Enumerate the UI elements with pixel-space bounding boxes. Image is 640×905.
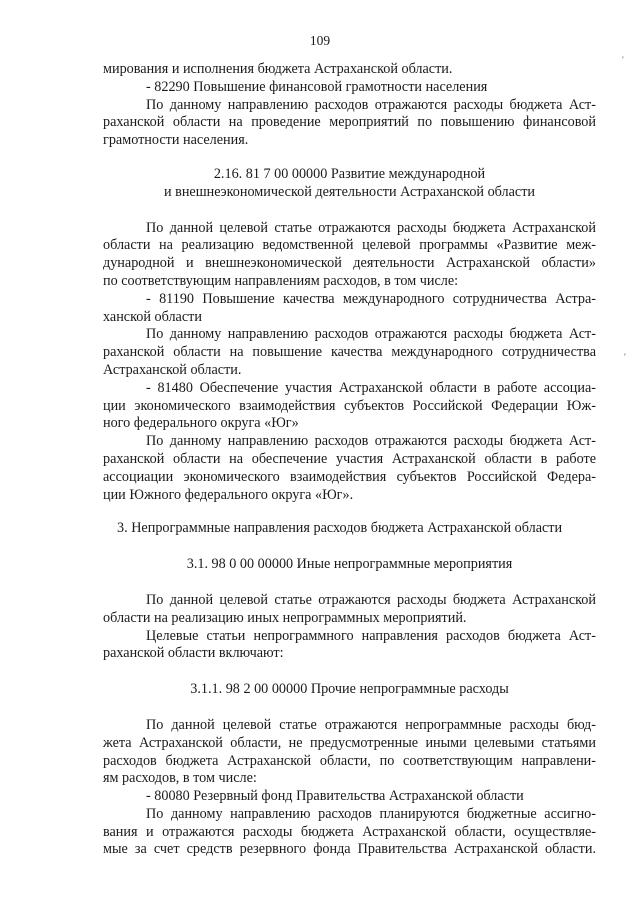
subsection-heading: 3.1.1. 98 2 00 00000 Прочие непрограммные расходы xyxy=(190,681,509,698)
text-line: ции экономического взаимодействия субъектов Российской Федерации Юж- xyxy=(103,397,596,414)
text-line: области на реализацию ведомственной целевой программы «Развитие меж- xyxy=(103,237,596,254)
list-item-code: - 80080 Резервный фонд Правительства Астраханской области xyxy=(146,788,524,805)
text-line: раханской области включают: xyxy=(103,645,284,662)
subsection-heading: 3.1. 98 0 00 00000 Иные непрограммные мероприятия xyxy=(186,556,513,573)
section-heading: 3. Непрограммные направления расходов бюджета Астраханской области xyxy=(117,520,563,537)
list-item-code: - 81480 Обеспечение участия Астраханской области в работе ассоциа- xyxy=(146,379,596,396)
text-line: раханской области на проведение мероприятий по повышению финансовой xyxy=(103,114,596,131)
heading-line: и внешнеэкономической деятельности Астраханской области xyxy=(163,183,535,200)
text-line: ного федерального округа «Юг» xyxy=(103,415,299,432)
text-line: По данной целевой статье отражаются расходы бюджета Астраханской xyxy=(146,591,596,608)
list-item-code: - 81190 Повышение качества международного сотрудничества Астра- xyxy=(146,290,596,307)
text-line: по соответствующим направлениям расходов, в том числе: xyxy=(103,272,459,289)
list-item-code: - 82290 Повышение финансовой грамотности населения xyxy=(146,78,488,95)
document-body xyxy=(103,61,596,859)
text-line: дународной и внешнеэкономической деятельности Астраханской области» xyxy=(103,255,596,272)
text-line: Целевые статьи непрограммного направления расходов бюджета Аст- xyxy=(146,627,596,644)
text-line: ассоциации экономического взаимодействия субъектов Российской Федера- xyxy=(103,468,596,485)
text-line: ханской области xyxy=(103,308,202,325)
page-number: 109 xyxy=(309,33,331,48)
paragraph xyxy=(103,717,596,859)
text-line: вания и отражаются расходы бюджета Астраханской области, осуществляе- xyxy=(103,823,596,840)
text-line: По данному направлению расходов отражаются расходы бюджета Аст- xyxy=(146,326,596,343)
scan-mark: ′ xyxy=(622,55,624,65)
text-line: По данному направлению расходов отражаются расходы бюджета Аст- xyxy=(146,433,596,450)
text-line: ям расходов, в том числе: xyxy=(103,770,257,787)
text-line: раханской области на повышение качества международного сотрудничества xyxy=(103,344,596,361)
text-line: области на реализацию иных непрограммных мероприятий. xyxy=(103,609,467,626)
text-line: расходов бюджета Астраханской области, по соответствующим направлени- xyxy=(103,752,596,769)
text-line: По данной целевой статье отражаются непрограммные расходы бюд- xyxy=(146,716,596,733)
text-line: По данной целевой статье отражаются расходы бюджета Астраханской xyxy=(146,219,596,236)
text-line: жета Астраханской области, не предусмотренные иными целевыми статьями xyxy=(103,734,596,751)
text-line: ции Южного федерального округа «Юг». xyxy=(103,486,354,503)
paragraph xyxy=(103,61,596,150)
text-line: раханской области на обеспечение участия Астраханской области в работе xyxy=(103,450,596,467)
text-line: грамотности населения. xyxy=(103,132,249,149)
text-line: Астраханской области. xyxy=(103,361,242,378)
text-line: мые за счет средств резервного фонда Правительства Астраханской области. xyxy=(103,841,596,858)
section-heading xyxy=(103,166,596,202)
paragraph xyxy=(103,220,596,505)
heading-line: 2.16. 81 7 00 00000 Развитие международной xyxy=(213,165,486,182)
paragraph xyxy=(103,592,596,663)
scan-mark: ′ xyxy=(624,352,626,362)
text-line: По данному направлению расходов отражаются расходы бюджета Аст- xyxy=(146,96,596,113)
text-line: По данному направлению расходов планируются бюджетные ассигно- xyxy=(146,805,596,822)
text-line: мирования и исполнения бюджета Астраханской области. xyxy=(103,61,453,77)
